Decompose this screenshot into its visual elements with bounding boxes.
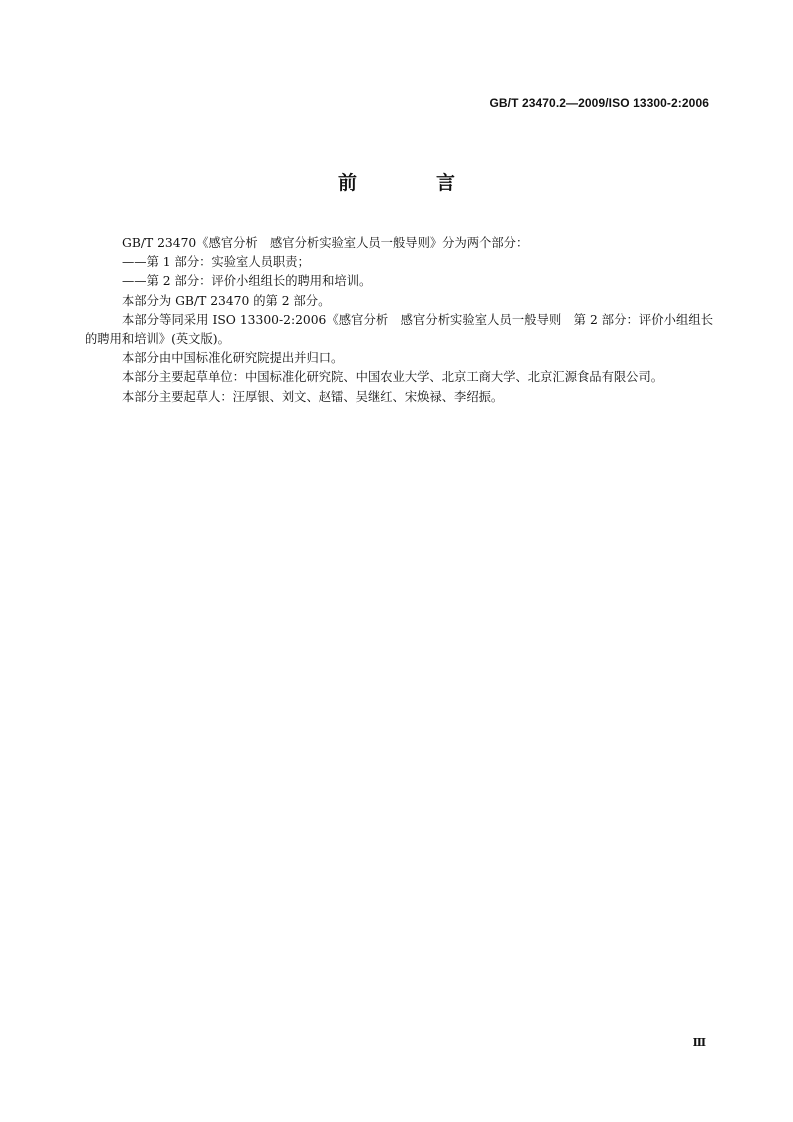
standard-code-header: GB/T 23470.2—2009/ISO 13300-2:2006: [489, 96, 709, 110]
paragraph-proposed-by: 本部分由中国标准化研究院提出并归口。: [122, 351, 344, 366]
paragraph-part-1: ——第 1 部分：实验室人员职责；: [122, 255, 310, 270]
paragraph-part-2: ——第 2 部分：评价小组组长的聘用和培训。: [122, 274, 372, 289]
page-title: 前 言: [337, 172, 485, 194]
paragraph-drafting-units: 本部分主要起草单位：中国标准化研究院、中国农业大学、北京工商大学、北京汇源食品有限公司。: [122, 370, 664, 385]
page-number: Ⅲ: [692, 1036, 706, 1049]
paragraph-iso-adoption: 本部分等同采用 ISO 13300-2:2006《感官分析 感官分析实验室人员一般导则 第 2 部分：评价小组组长的聘用和培训》(英文版)。: [85, 312, 713, 347]
paragraph-this-part: 本部分为 GB/T 23470 的第 2 部分。: [122, 293, 331, 308]
paragraph-standard-parts: GB/T 23470《感官分析 感官分析实验室人员一般导则》分为两个部分：: [122, 236, 529, 250]
preface-body: [85, 234, 713, 407]
paragraph-drafters: 本部分主要起草人：汪厚银、刘文、赵镭、吴继红、宋焕禄、李绍振。: [122, 389, 504, 404]
